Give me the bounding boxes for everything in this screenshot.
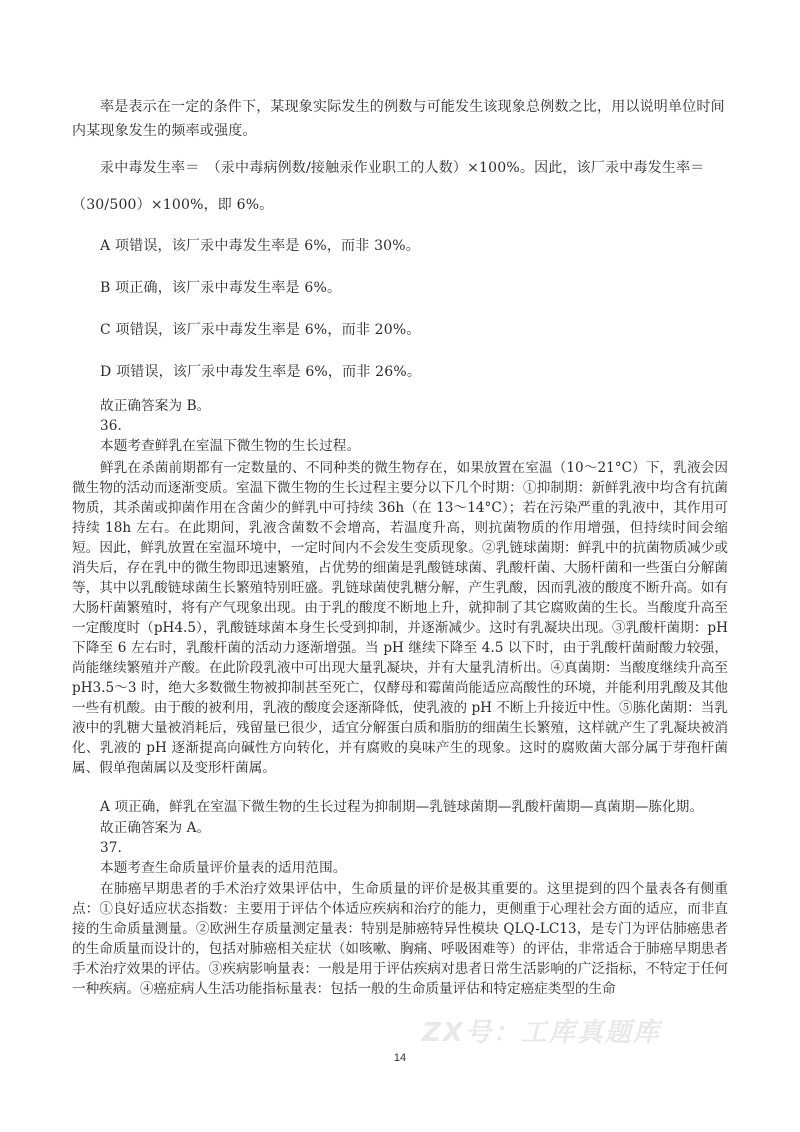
option-a-36: A 项正确，鲜乳在室温下微生物的生长过程为抑制期—乳链球菌期—乳酸杆菌期—真菌期—胨化期。: [100, 799, 704, 815]
option-c: C 项错误，该厂汞中毒发生率是 6%，而非 20%。: [100, 322, 421, 338]
explanation-paragraph: 鲜乳在杀菌前期都有一定数量的、不同种类的微生物存在，如果放置在室温（10～21°C）下，乳液会因微生物的活动而逐渐变质。室温下微生物的生长过程主要分以下几个时期：①抑制期：新鲜乳液中均含有抗菌物质，其杀菌或抑菌作用在含菌少的鲜乳中可持续 36h（在 13～14°C）；若在污染严重的乳液中，其作用可持续 18h 左右。在此期间，乳液含菌数不会增高，若温度升高，则抗菌物质的作用增强，但持续时间会缩短。因此，鲜乳放置在室温环境中，一定时间内不会发生变质现象。②乳链球菌期：鲜乳中的抗菌物质减少或消失后，存在乳中的微生物即迅速繁殖，占优势的细菌是乳酸链球菌、乳酸杆菌、大肠杆菌和一些蛋白分解菌等，其中以乳酸链球菌生长繁殖特别旺盛。乳链球菌使乳糖分解，产生乳酸，因而乳液的酸度不断升高。如有大肠杆菌繁殖时，将有产气现象出现。由于乳的酸度不断地上升，就抑制了其它腐败菌的生长。当酸度升高至一定酸度时（pH4.5），乳酸链球菌本身生长受到抑制，并逐渐减少。这时有乳凝块出现。③乳酸杆菌期：pH 下降至 6 左右时，乳酸杆菌的活动力逐渐增强。当 pH 继续下降至 4.5 以下时，由于乳酸杆菌耐酸力较强，尚能继续繁殖并产酸。在此阶段乳液中可出现大量乳凝块，并有大量乳清析出。④真菌期：当酸度继续升高至 pH3.5～3 时，绝大多数微生物被抑制甚至死亡，仅酵母和霉菌尚能适应高酸性的环境，并能利用乳酸及其他一些有机酸。由于酸的被利用，乳液的酸度会逐渐降低，使乳液的 pH 不断上升接近中性。⑤胨化菌期：当乳液中的乳糖大量被消耗后，残留量已很少，适宜分解蛋白质和脂肪的细菌生长繁殖，这样就产生了乳凝块被消化、乳液的 pH 逐渐提高向碱性方向转化，并有腐败的臭味产生的现象。这时的腐败菌大部分属于芽孢杆菌属、假单孢菌属以及变形杆菌属。: [72, 460, 728, 776]
watermark: ZX号：工库真题库: [422, 1018, 661, 1048]
answer-line: 故正确答案为 A。: [100, 820, 211, 836]
topic-line: 本题考查鲜乳在室温下微生物的生长过程。: [100, 438, 361, 454]
text-line: 内某现象发生的频率或强度。: [72, 123, 257, 139]
page-number: 14: [393, 1052, 407, 1064]
question-number: 36.: [100, 418, 122, 434]
text-line: 率是表示在一定的条件下，某现象实际发生的例数与可能发生该现象总例数之比，用以说明单位时间: [100, 99, 725, 115]
text-line: （30/500）×100%，即 6%。: [72, 197, 274, 213]
text-line: 汞中毒发生率＝ （汞中毒病例数/接触汞作业职工的人数）×100%。因此，该厂汞中毒发生率＝: [100, 160, 705, 176]
option-b: B 项正确，该厂汞中毒发生率是 6%。: [100, 280, 342, 296]
answer-line: 故正确答案为 B。: [100, 398, 211, 414]
explanation-paragraph: 在肺癌早期患者的手术治疗效果评估中，生命质量的评价是极其重要的。这里提到的四个量表各有侧重点：①良好适应状态指数：主要用于评估个体适应疾病和治疗的能力，更侧重于心理社会方面的适应，而非直接的生命质量测量。②欧洲生存质量测定量表：特别是肺癌特异性模块 QLQ-LC13，是专门为评估肺癌患者的生命质量而设计的，包括对肺癌相关症状（如咳嗽、胸痛、呼吸困难等）的评估，非常适合于肺癌早期患者手术治疗效果的评估。③疾病影响量表：一般是用于评估疾病对患者日常生活影响的广泛指标，不特定于任何一种疾病。④癌症病人生活功能指标量表：包括一般的生命质量评估和特定癌症类型的生命: [72, 881, 728, 997]
option-d: D 项错误，该厂汞中毒发生率是 6%，而非 26%。: [100, 364, 422, 380]
question-number: 37.: [100, 840, 122, 856]
topic-line: 本题考查生命质量评价量表的适用范围。: [100, 860, 347, 876]
option-a: A 项错误，该厂汞中毒发生率是 6%，而非 30%。: [100, 238, 420, 254]
